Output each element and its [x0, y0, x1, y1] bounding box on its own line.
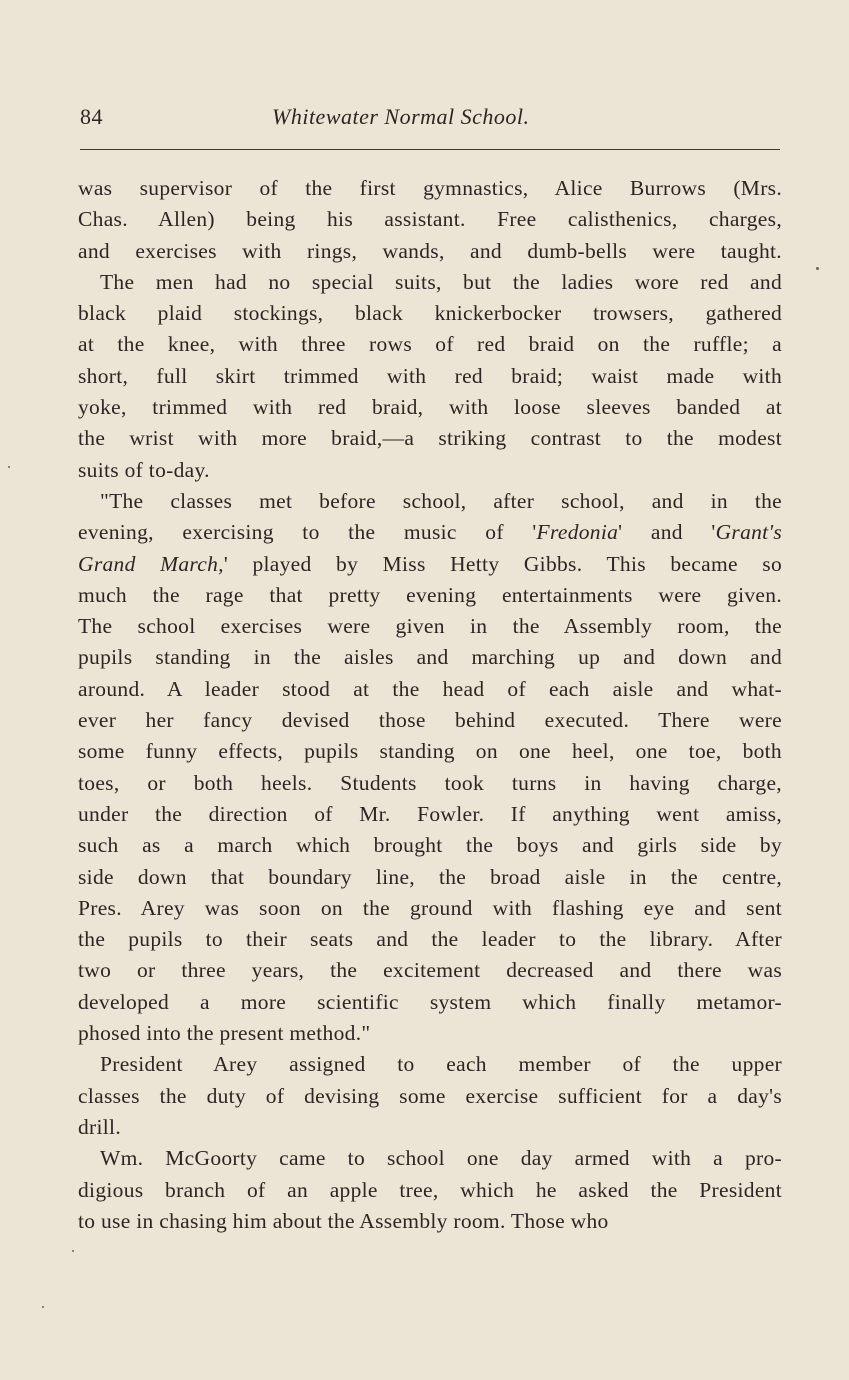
line-text: developed a more scientific system which finally metamor- [78, 989, 782, 1014]
page-number: 84 [80, 104, 103, 129]
text-line [78, 549, 782, 580]
line-text: at the knee, with three rows of red braid on the ruffle; a [78, 332, 782, 357]
text-line [78, 580, 782, 611]
line-text: ' played by Miss Hetty Gibbs. This became so [223, 551, 782, 576]
text-line [78, 329, 782, 360]
line-text: ' and ' [618, 520, 716, 545]
line-text: digious branch of an apple tree, which he asked the President [78, 1177, 782, 1202]
text-line [78, 173, 782, 204]
italic-title-text: Fredonia [536, 520, 619, 545]
running-title: Whitewater Normal School. [272, 104, 530, 129]
text-line [78, 1081, 782, 1112]
line-text: the wrist with more braid,—a striking contrast to the modest [78, 426, 782, 451]
line-text: President Arey assigned to each member of the upper [100, 1052, 782, 1077]
line-text: evening, exercising to the music of ' [78, 520, 537, 545]
text-line [78, 1206, 782, 1237]
italic-title-text: Grant's [715, 520, 783, 545]
line-text: classes the duty of devising some exercise sufficient for a day's [78, 1083, 782, 1108]
line-text: side down that boundary line, the broad aisle in the centre, [78, 864, 782, 889]
paper-speck [72, 1250, 74, 1252]
text-line [78, 642, 782, 673]
text-line [78, 611, 782, 642]
text-line [78, 236, 782, 267]
line-text: short, full skirt trimmed with red braid; waist made with [78, 363, 782, 388]
text-line [78, 799, 782, 830]
paper-speck [42, 1306, 44, 1308]
paper-speck [816, 267, 819, 270]
line-text: the pupils to their seats and the leader to the library. After [78, 927, 782, 952]
line-text: "The classes met before school, after school, and in the [100, 488, 782, 513]
line-text: The men had no special suits, but the ladies wore red and [100, 269, 782, 294]
text-line [78, 517, 782, 548]
text-line [78, 736, 782, 767]
line-text: phosed into the present method." [78, 1021, 371, 1046]
text-line [78, 1175, 782, 1206]
line-text: was supervisor of the first gymnastics, Alice Burrows (Mrs. [78, 176, 782, 200]
line-text: yoke, trimmed with red braid, with loose sleeves banded at [78, 395, 782, 420]
text-line [78, 862, 782, 893]
line-text: around. A leader stood at the head of each aisle and what- [78, 676, 782, 701]
text-line [78, 955, 782, 986]
line-text: drill. [78, 1114, 122, 1139]
text-line [78, 1018, 782, 1049]
text-line [78, 361, 782, 392]
text-line [78, 893, 782, 924]
text-line [78, 705, 782, 736]
line-text: Chas. Allen) being his assistant. Free calisthenics, charges, [78, 207, 782, 232]
line-text: black plaid stockings, black knickerbocker trowsers, gathered [78, 301, 782, 326]
line-text: Wm. McGoorty came to school one day armed with a pro- [100, 1146, 782, 1171]
line-text: some funny effects, pupils standing on one heel, one toe, both [78, 739, 782, 764]
page-header [80, 104, 780, 138]
body-text [78, 173, 782, 1237]
line-text: and exercises with rings, wands, and dumb-bells were taught. [78, 238, 782, 263]
text-line [78, 830, 782, 861]
line-text: much the rage that pretty evening entertainments were given. [78, 582, 782, 607]
italic-title-text: Grand March, [78, 551, 224, 576]
line-text: to use in chasing him about the Assembly room. Those who [78, 1208, 609, 1233]
line-text: two or three years, the excitement decreased and there was [78, 958, 782, 983]
text-line [78, 455, 782, 486]
line-text: toes, or both heels. Students took turns in having charge, [78, 770, 782, 795]
text-line [78, 1049, 782, 1080]
text-line [78, 924, 782, 955]
text-line [78, 423, 782, 454]
header-rule [80, 149, 780, 150]
text-line [78, 1112, 782, 1143]
line-text: ever her fancy devised those behind executed. There were [78, 708, 782, 733]
text-line [78, 204, 782, 235]
text-line [78, 1143, 782, 1174]
line-text: Pres. Arey was soon on the ground with flashing eye and sent [78, 895, 782, 920]
line-text: such as a march which brought the boys and girls side by [78, 833, 782, 858]
line-text: The school exercises were given in the Assembly room, the [78, 614, 782, 639]
paper-speck [8, 466, 10, 468]
text-line [78, 486, 782, 517]
text-line [78, 987, 782, 1018]
text-line [78, 392, 782, 423]
line-text: under the direction of Mr. Fowler. If anything went amiss, [78, 801, 782, 826]
text-line [78, 267, 782, 298]
text-line [78, 768, 782, 799]
text-line [78, 298, 782, 329]
text-line [78, 674, 782, 705]
line-text: pupils standing in the aisles and marching up and down and [78, 645, 782, 670]
line-text: suits of to-day. [78, 457, 210, 482]
